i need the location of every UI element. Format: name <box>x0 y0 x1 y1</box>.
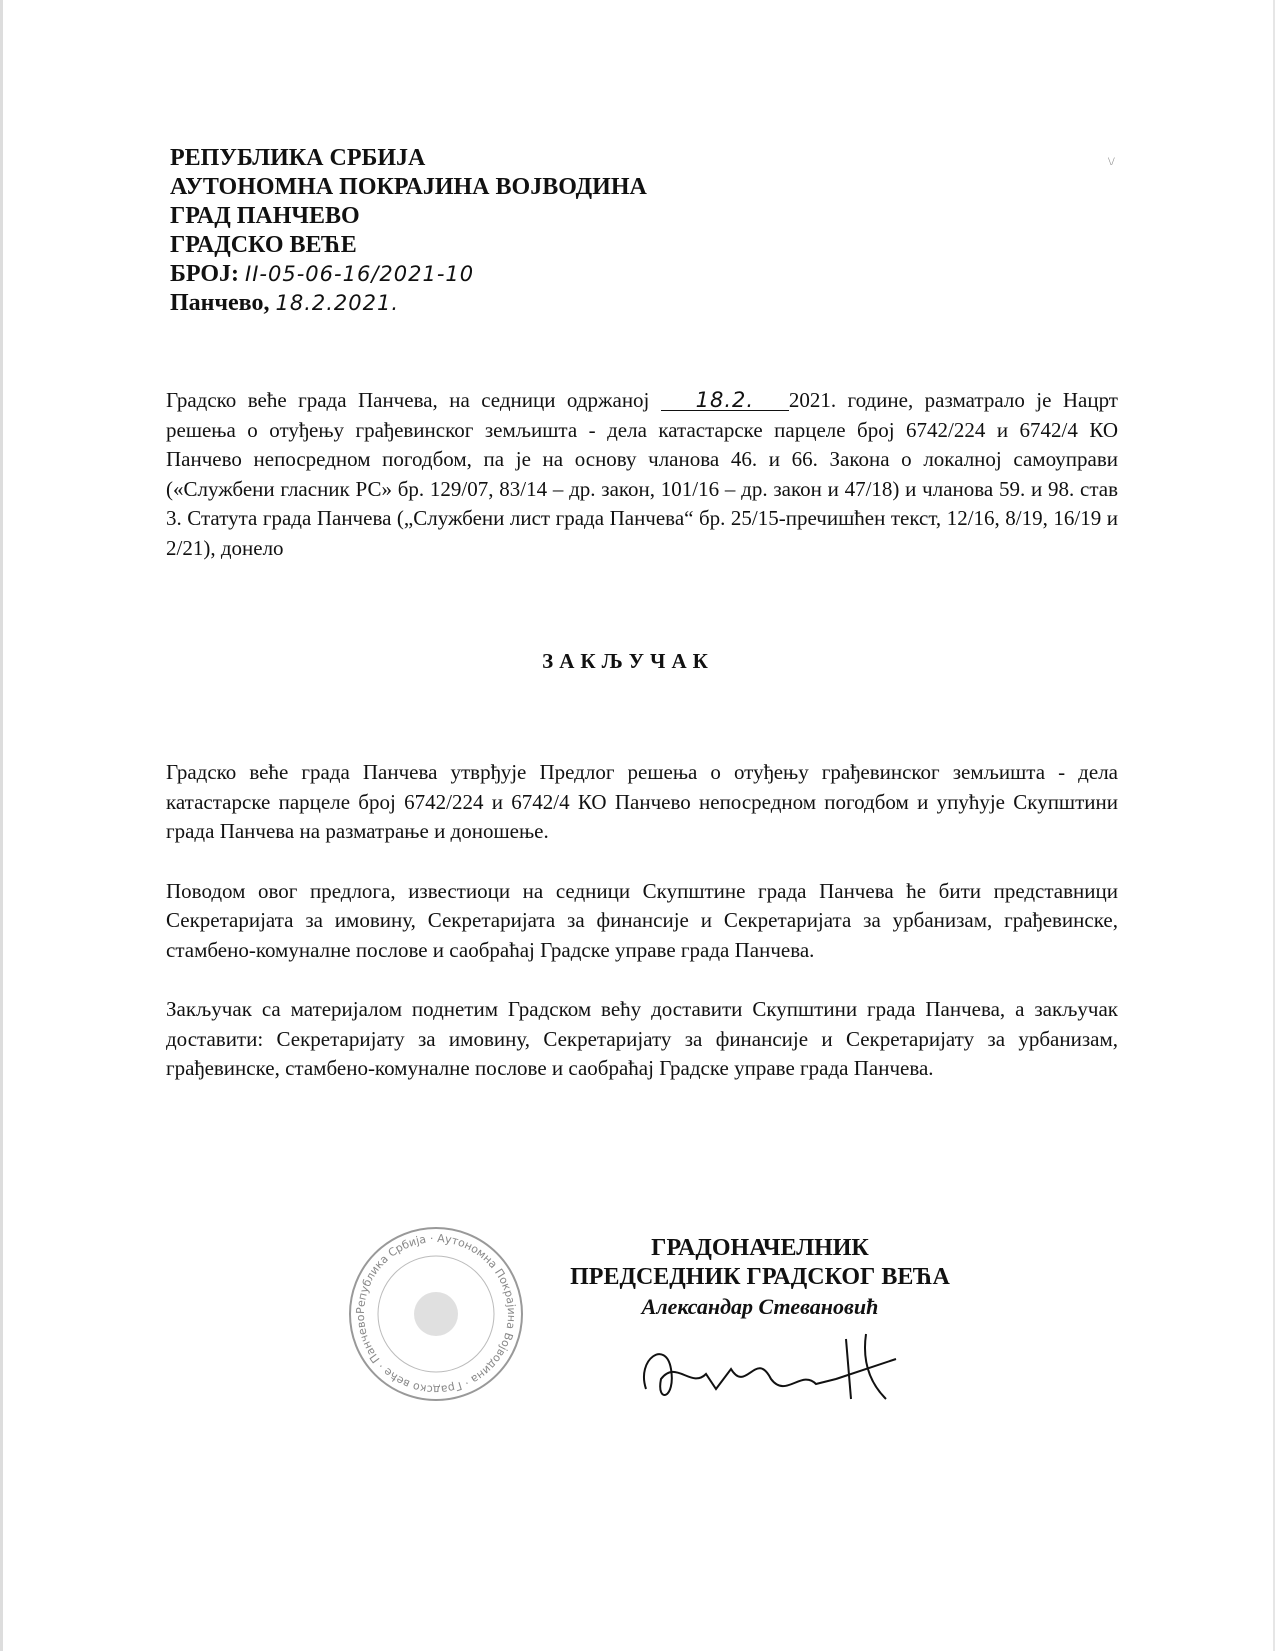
signatory-name: Александар Стевановић <box>641 1293 879 1319</box>
header-council: ГРАДСКО ВЕЋЕ <box>170 232 357 258</box>
official-seal <box>346 1224 526 1404</box>
paragraph-1: Градско веће града Панчева утврђује Предлог решења о отуђењу грађевинског земљишта - дела катастарске парцеле број 6742/224 и 6742/4 КО Панчево непосредном погодбом и упућује Скупштини града Панчева на разматрање и доношење. <box>166 760 1118 843</box>
signatory-title-mayor: ГРАДОНАЧЕЛНИК <box>651 1234 869 1261</box>
header-city: ГРАД ПАНЧЕВО <box>170 203 360 229</box>
signature-area <box>166 1231 1118 1434</box>
header-republic: РЕПУБЛИКА СРБИЈА <box>170 145 426 171</box>
document-number: БРОЈ: II-05-06-16/2021-10 <box>170 261 475 287</box>
scan-mark: \/ <box>1108 154 1115 168</box>
intro-paragraph: Градско веће града Панчева, на седници одржаној 18.2. 2021. године, разматрало је Нацрт решења о отуђењу грађевинског земљишта - дела катастарске парцеле број 6742/224 и 6742/4 КО Панчево непосредном погодбом, па је на основу чланова 46. и 66. Закона о локалној самоуправи («Службени гласник РС» бр. 129/07, 83/14 – др. закон, 101/16 – др. закон и 47/18) и чланова 59. и 98. став 3. Статута града Панчева („Службени лист града Панчева“ бр. 25/15-пречишћен текст, 12/16, 8/19, 16/19 и 2/21), донело <box>166 388 1118 560</box>
handwritten-number: II-05-06-16/2021-10 <box>245 262 475 286</box>
document-header <box>170 144 647 318</box>
paragraph-3: Закључак са материјалом поднетим Градском већу доставити Скупштини града Панчева, а закључак доставити: Секретаријату за имовину, Секретаријату за финансије и Секретаријату за урбанизам, грађевинске, стамбено-комуналне послове и саобраћај Градске управе града Панчева. <box>166 997 1118 1080</box>
signatory-title-council: ПРЕДСЕДНИК ГРАДСКОГ ВЕЋА <box>570 1263 950 1290</box>
handwritten-signature <box>636 1329 916 1409</box>
document-date: Панчево, 18.2.2021. <box>170 290 400 316</box>
signature-block <box>540 1234 980 1321</box>
document-title: ЗАКЉУЧАК <box>542 649 714 673</box>
session-date-blank: 18.2. <box>661 390 789 411</box>
paragraph-2: Поводом овог предлога, известиоци на седници Скупштине града Панчева ће бити представници Секретаријата за имовину, Секретаријата за финансије и Секретаријата за урбанизам, грађевинске, стамбено-комуналне послове и саобраћај Градске управе града Панчева. <box>166 878 1118 962</box>
header-province: АУТОНОМНА ПОКРАЈИНА ВОЈВОДИНА <box>170 174 647 200</box>
svg-text:Република Србија · Аутономна П: Република Србија · Аутономна Покрајина Војводина · Градско веће · Панчево <box>353 1231 519 1396</box>
document-body <box>166 386 1118 1434</box>
handwritten-date: 18.2.2021. <box>275 291 400 315</box>
